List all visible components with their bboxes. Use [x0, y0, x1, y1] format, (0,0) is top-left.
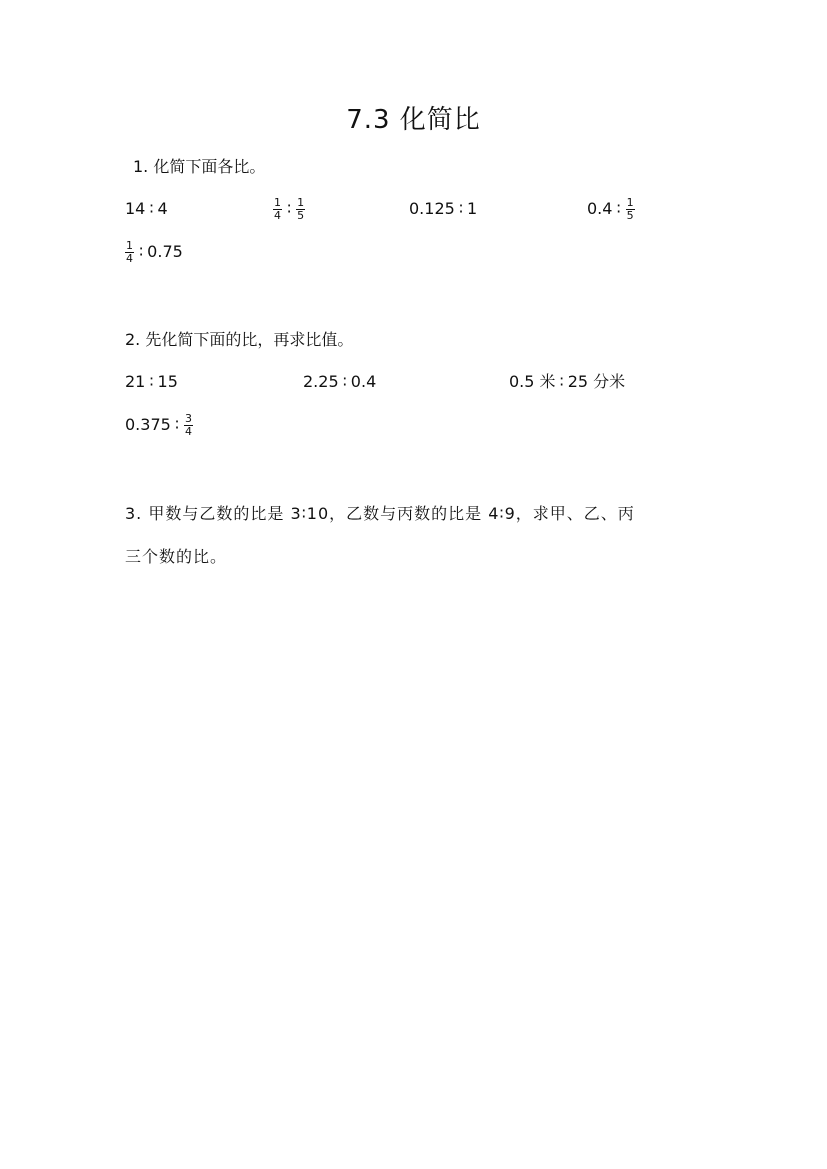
ratio-right: 4	[157, 199, 168, 218]
ratio-separator: ∶	[559, 372, 564, 391]
question-3-text-line-1: 3. 甲数与乙数的比是 3∶10，乙数与丙数的比是 4∶9，求甲、乙、丙	[125, 504, 635, 523]
ratio-left: 0.5 米	[509, 372, 556, 391]
q2-ratio-3	[509, 370, 625, 394]
question-2-label: 2. 先化简下面的比，再求比值。	[125, 330, 354, 349]
denominator: 4	[126, 252, 133, 265]
page-title: 7.3 化简比	[346, 105, 481, 135]
ratio-left: 21	[125, 372, 146, 391]
ratio-separator: ∶	[616, 199, 621, 218]
fraction	[184, 413, 193, 438]
q2-ratio-1	[125, 370, 178, 394]
question-1-label: 1. 化简下面各比。	[133, 157, 266, 176]
ratio-right: 0.75	[147, 242, 183, 261]
q1-ratio-4	[587, 197, 636, 222]
ratio-left: 0.4	[587, 199, 613, 218]
fraction	[296, 197, 305, 222]
denominator: 5	[626, 209, 634, 222]
fraction	[273, 197, 282, 222]
ratio-separator: ∶	[149, 372, 154, 391]
ratio-separator: ∶	[174, 415, 179, 434]
ratio-separator: ∶	[458, 199, 463, 218]
ratio-separator: ∶	[149, 199, 154, 218]
q1-ratio-3	[409, 197, 477, 221]
ratio-right: 0.4	[350, 372, 377, 391]
ratio-left: 0.375	[125, 415, 171, 434]
numerator: 1	[274, 196, 281, 209]
ratio-left: 0.125	[409, 199, 455, 218]
q2-ratio-2	[303, 370, 376, 394]
numerator: 1	[626, 196, 634, 209]
ratio-right: 15	[157, 372, 178, 391]
ratio-separator: ∶	[342, 372, 347, 391]
ratio-separator: ∶	[139, 242, 144, 261]
ratio-separator: ∶	[287, 199, 292, 218]
fraction	[626, 197, 635, 222]
q1-ratio-5	[124, 240, 183, 265]
q1-ratio-2	[272, 197, 306, 222]
numerator: 1	[297, 196, 305, 209]
q1-ratio-1	[125, 197, 168, 221]
numerator: 1	[126, 239, 133, 252]
denominator: 4	[274, 209, 281, 222]
numerator: 3	[184, 412, 192, 425]
denominator: 4	[184, 425, 192, 438]
ratio-right: 25 分米	[567, 372, 626, 391]
fraction	[125, 240, 134, 265]
denominator: 5	[297, 209, 305, 222]
ratio-left: 14	[125, 199, 146, 218]
question-3-text-line-2: 三个数的比。	[125, 547, 228, 566]
ratio-right: 1	[466, 199, 478, 218]
ratio-left: 2.25	[303, 372, 339, 391]
q2-ratio-4	[125, 413, 194, 438]
